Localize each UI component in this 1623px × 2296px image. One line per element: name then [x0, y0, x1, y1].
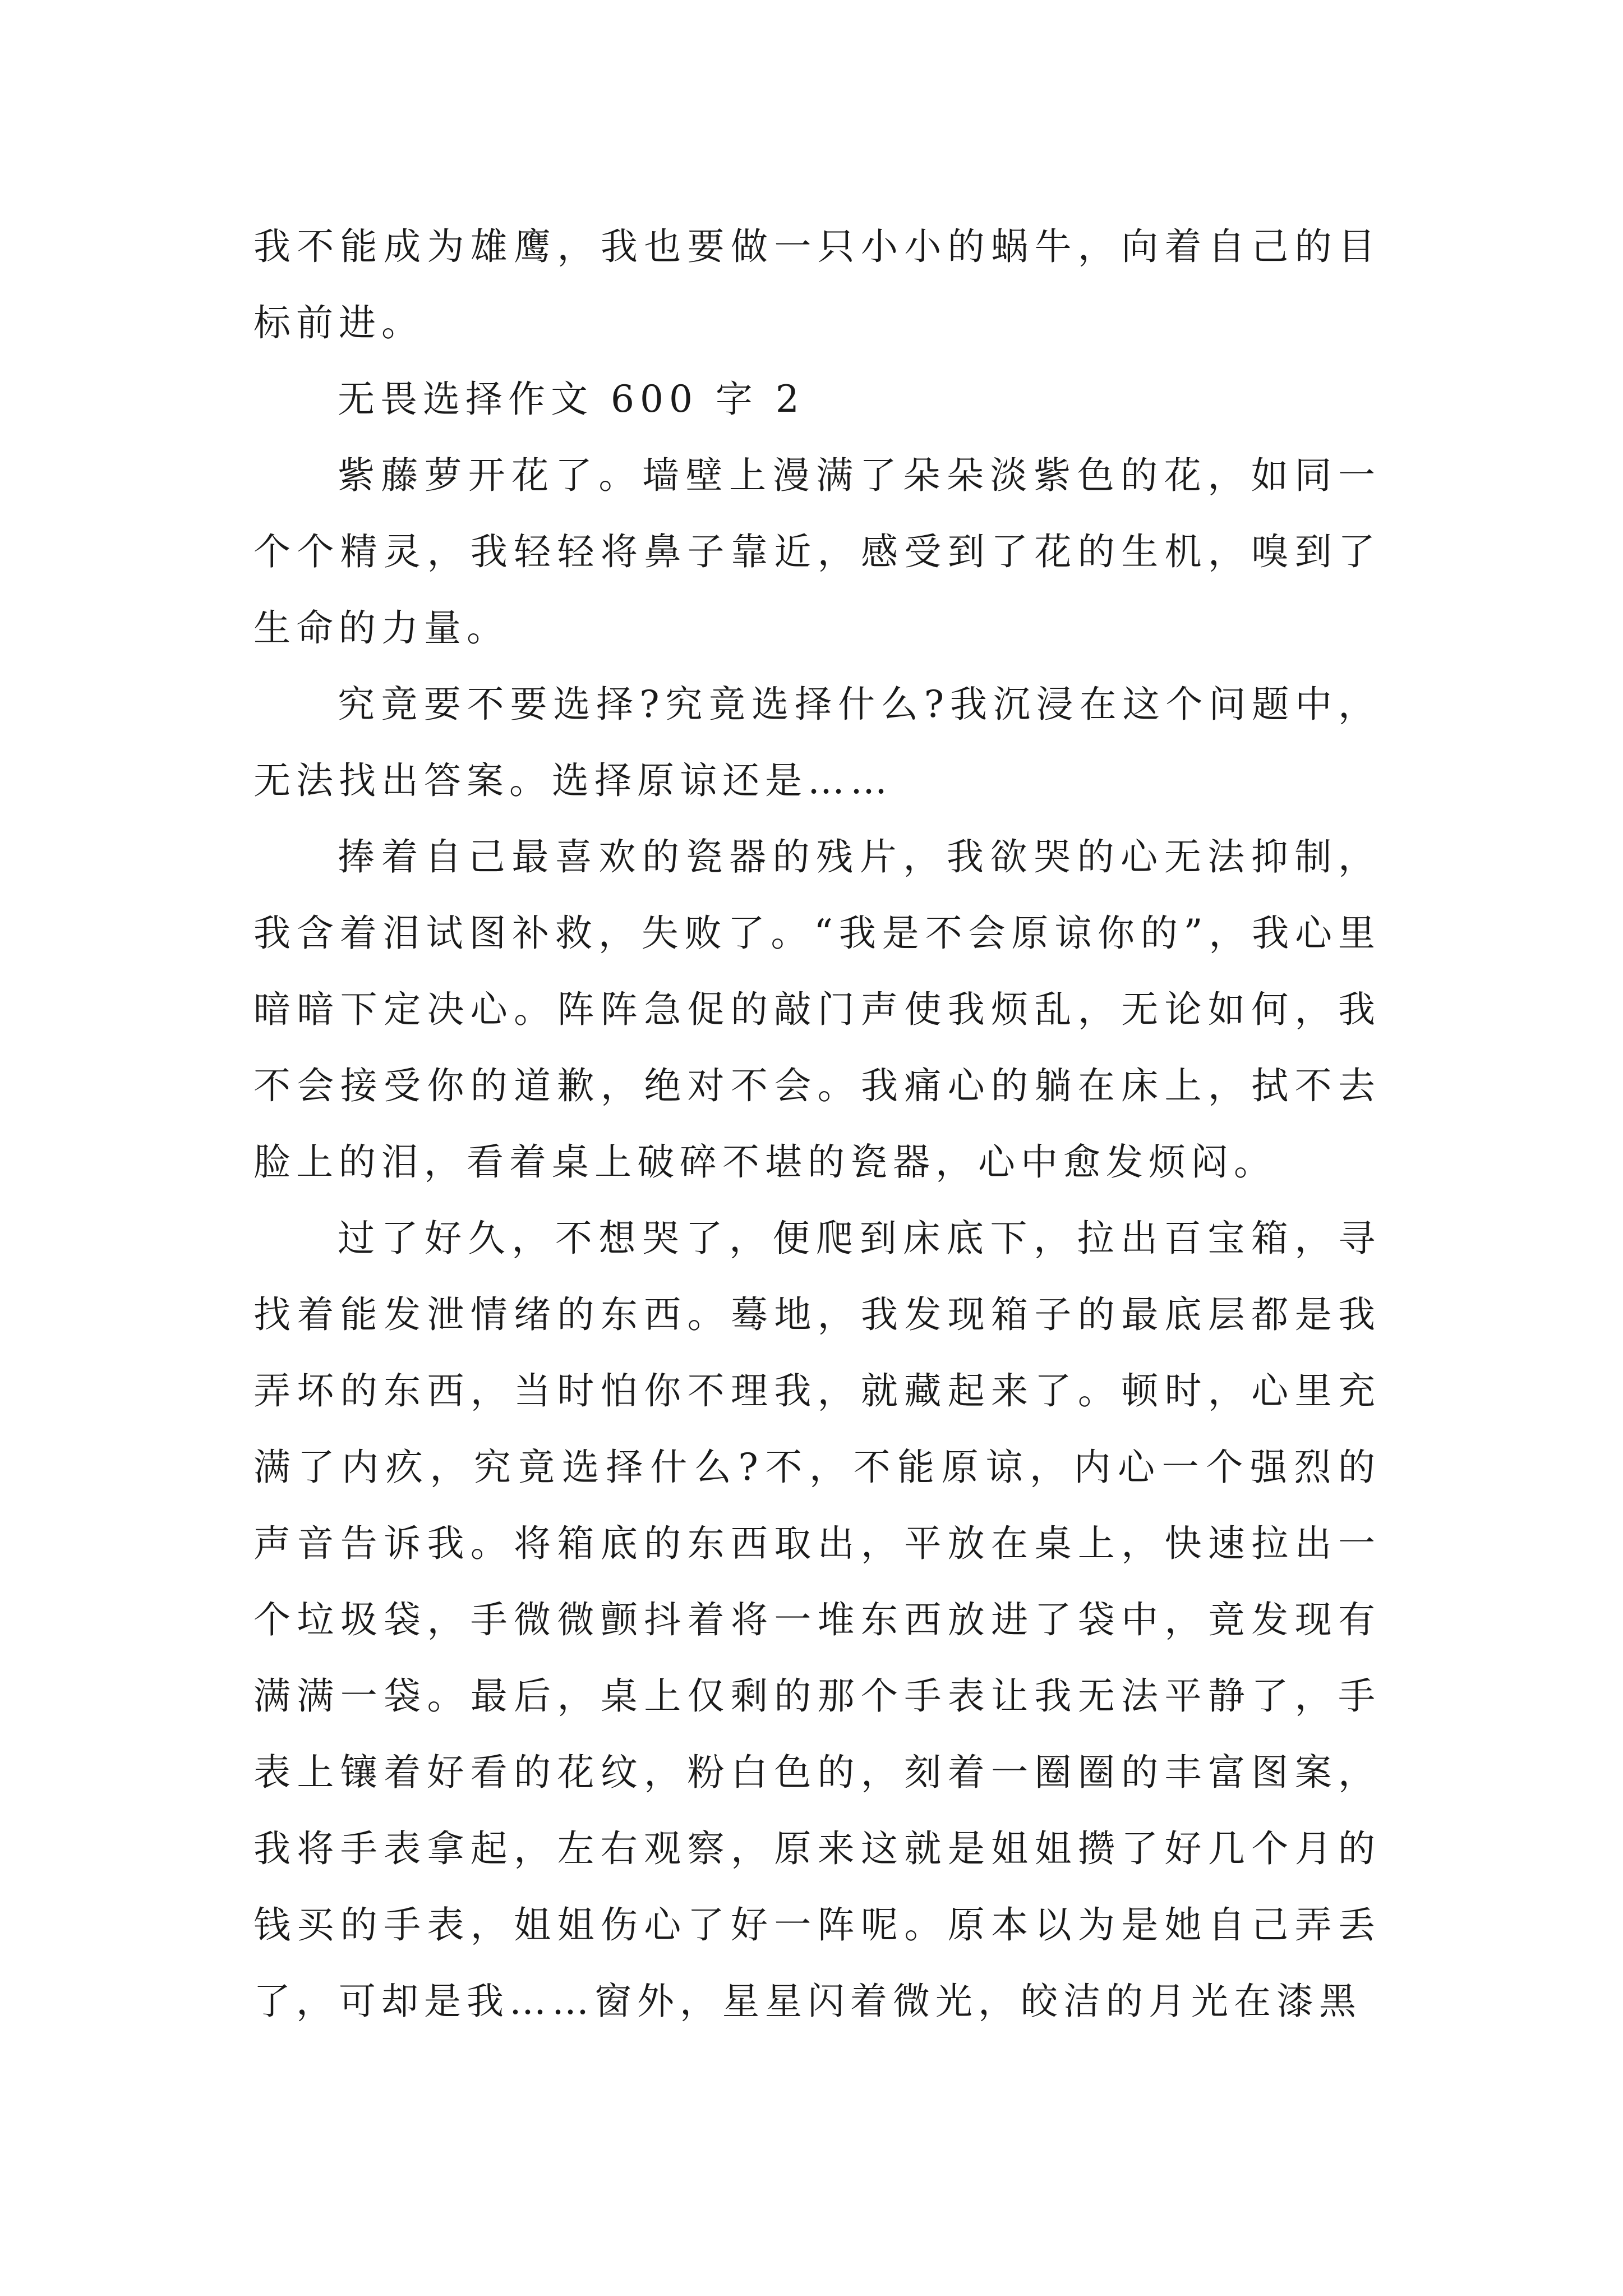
paragraph: 捧着自己最喜欢的瓷器的残片，我欲哭的心无法抑制，我含着泪试图补救，失败了。“我是不会原谅你的”，我心里暗暗下定决心。阵阵急促的敲门声使我烦乱，无论如何，我不会接受你的道歉，绝对不会。我痛心的躺在床上，拭不去脸上的泪，看着桌上破碎不堪的瓷器，心中愈发烦闷。	[253, 835, 1381, 1184]
paragraph: 过了好久，不想哭了，便爬到床底下，拉出百宝箱，寻找着能发泄情绪的东西。蓦地，我发现箱子的最底层都是我弄坏的东西，当时怕你不理我，就藏起来了。顿时，心里充满了内疚，究竟选择什么?不，不能原谅，内心一个强烈的声音告诉我。将箱底的东西取出，平放在桌上，快速拉出一个垃圾袋，手微微颤抖着将一堆东西放进了袋中，竟发现有满满一袋。最后，桌上仅剩的那个手表让我无法平静了，手表上镶着好看的花纹，粉白色的，刻着一圈圈的丰富图案，我将手表拿起，左右观察，原来这就是姐姐攒了好几个月的钱买的手表，姐姐伤心了好一阵呢。原本以为是她自己弄丢了，可却是我……窗外，星星闪着微光，皎洁的月光在漆黑	[253, 1217, 1381, 2023]
document-body	[253, 209, 1381, 2040]
essay-heading: 无畏选择作文 600 字 2	[338, 378, 805, 421]
paragraph: 紫藤萝开花了。墙壁上漫满了朵朵淡紫色的花，如同一个个精灵，我轻轻将鼻子靠近，感受到了花的生机，嗅到了生命的力量。	[253, 454, 1381, 650]
paragraph-continuation: 我不能成为雄鹰，我也要做一只小小的蜗牛，向着自己的目标前进。	[253, 225, 1381, 344]
paragraph: 究竟要不要选择?究竟选择什么?我沉浸在这个问题中，无法找出答案。选择原谅还是……	[253, 683, 1381, 802]
